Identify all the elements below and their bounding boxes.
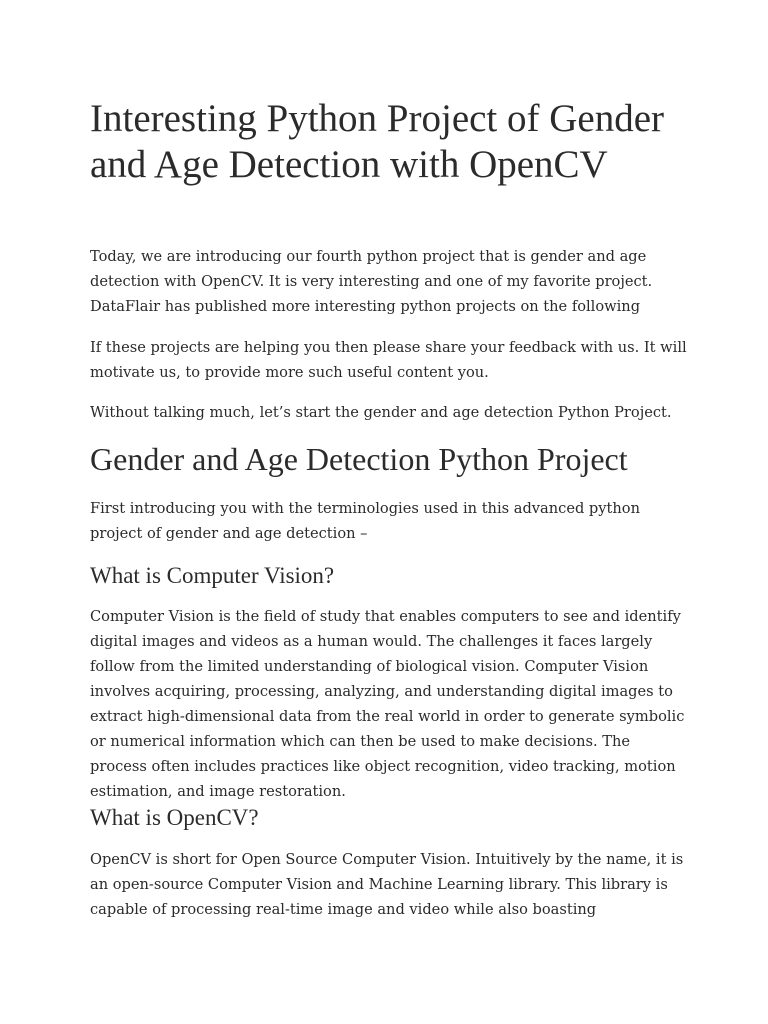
- intro-paragraph-2: If these projects are helping you then please share your feedback with us. It will motivate us, to provide more such useful content you.: [90, 339, 687, 381]
- subsection-heading-opencv: What is OpenCV?: [90, 805, 259, 830]
- section-intro-paragraph: First introducing you with the terminologies used in this advanced python project of gender and age detection –: [90, 500, 640, 542]
- document-title: Interesting Python Project of Gender and Age Detection with OpenCV: [90, 97, 665, 186]
- subsection-body-opencv: OpenCV is short for Open Source Computer Vision. Intuitively by the name, it is an open-source Computer Vision and Machine Learning library. This library is capable of processing real-time image and video while also boasting: [90, 851, 684, 918]
- intro-paragraph-3: Without talking much, let’s start the gender and age detection Python Project.: [90, 404, 672, 421]
- subsection-body-computer-vision: Computer Vision is the field of study that enables computers to see and identify digital images and videos as a human would. The challenges it faces largely follow from the limited understanding of biological vision. Computer Vision involves acquiring, processing, analyzing, and understanding digital images to extract high-dimensional data from the real world in order to generate symbolic or numerical information which can then be used to make decisions. The process often includes practices like object recognition, video tracking, motion estimation, and image restoration.: [90, 608, 685, 800]
- subsection-heading-computer-vision: What is Computer Vision?: [90, 563, 335, 588]
- section-heading: Gender and Age Detection Python Project: [90, 441, 628, 477]
- intro-paragraph-1: Today, we are introducing our fourth python project that is gender and age detection with OpenCV. It is very interesting and one of my favorite project. DataFlair has published more interesting python projects on the following: [90, 248, 653, 315]
